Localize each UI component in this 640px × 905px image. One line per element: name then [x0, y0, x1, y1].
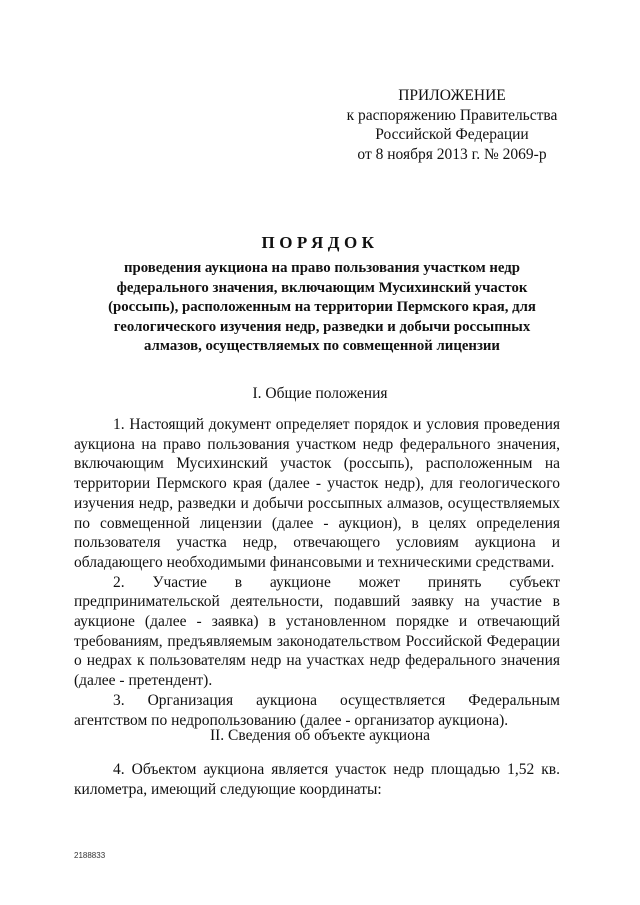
section-heading-object: II. Сведения об объекте аукциона [209, 727, 431, 744]
subtitle-line-5: алмазов, осуществляемых по совмещенной лицензии [144, 338, 500, 354]
document-subtitle [96, 259, 548, 357]
subtitle-line-4: геологического изучения недр, разведки и добычи россыпных [113, 318, 531, 335]
section-general-body [74, 415, 560, 730]
section-heading-general: I. Общие положения [252, 385, 388, 402]
annex-line-2: Российской Федерации [375, 126, 529, 143]
subtitle-line-3: (россыпь), расположенным на территории Пермского края, для [108, 299, 536, 315]
paragraph-1: 1. Настоящий документ определяет порядок и условия проведения аукциона на право пользования участком недр федерального значения, включающим Мусихинский участок (россыпь), расположенным на территории Пермского края (далее - участок недр), для геологического изучения недр, разведки и добычи россыпных алмазов, осуществляемых по совмещенной лицензии (далее - аукцион), в целях определения пользователя участка недр, отвечающего условиям аукциона и обладающего необходимыми финансовыми и техническими средствами. [74, 416, 560, 571]
subtitle-line-1: проведения аукциона на право пользования участком недр [123, 260, 521, 276]
paragraph-4: 4. Объектом аукциона является участок недр площадью 1,52 кв. километра, имеющий следующие координаты: [74, 761, 560, 798]
section-object-body [74, 760, 560, 799]
annex-line-3: от 8 ноября 2013 г. № 2069-р [357, 145, 547, 163]
annex-line-1: к распоряжению Правительства [346, 106, 558, 124]
paragraph-3: 3. Организация аукциона осуществляется Федеральным агентством по недропользованию (далее - организатор аукциона). [74, 691, 560, 729]
document-title: ПОРЯДОК [261, 233, 379, 252]
annex-block [330, 86, 574, 164]
subtitle-line-2: федерального значения, включающим Мусихинский участок [116, 279, 528, 296]
annex-title: ПРИЛОЖЕНИЕ [398, 87, 506, 104]
paragraph-2: 2. Участие в аукционе может принять субъект предпринимательской деятельности, подавший заявку на участие в аукционе (далее - заявка) в установленном порядке и отвечающий требованиям, предъявляемым законодательством Российской Федерации о недрах к пользователям недр на участках недр федерального значения (далее - претендент). [74, 573, 560, 690]
document-code: 2188833 [74, 851, 106, 860]
